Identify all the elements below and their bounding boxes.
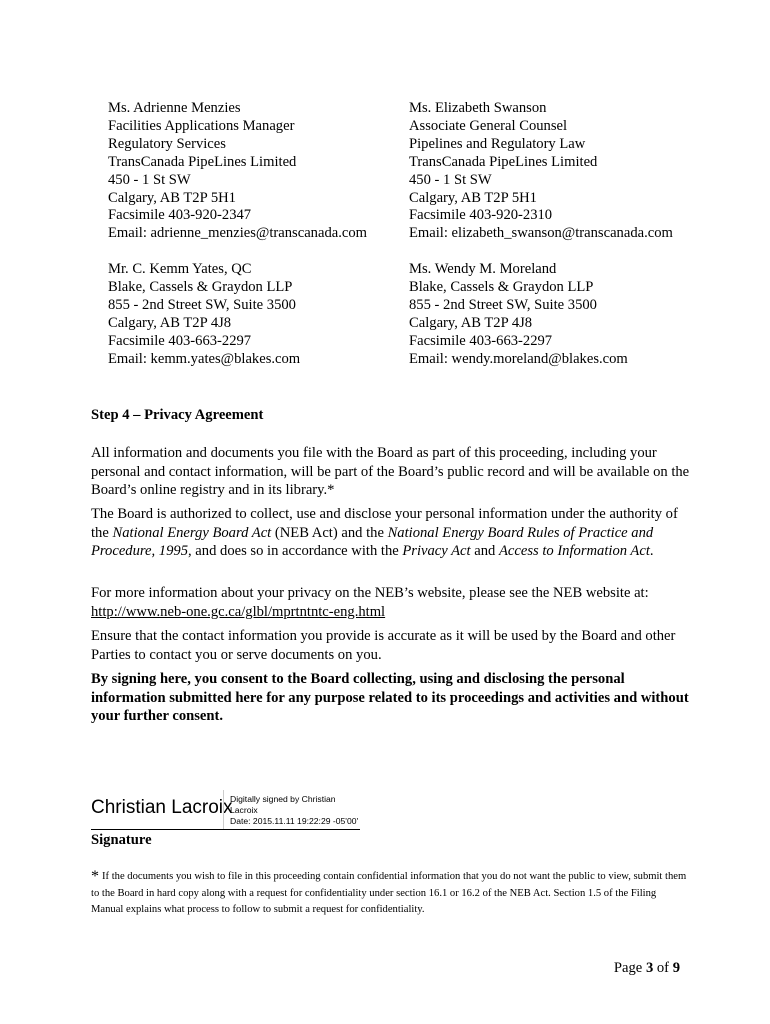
contact-block — [108, 100, 367, 243]
privacy-paragraph-accuracy: Ensure that the contact information you provide is accurate as it will be used by the Board and other Parties to contact you or serve documents on you. — [91, 628, 676, 663]
signature-meta-line: Digitally signed by Christian — [230, 794, 336, 804]
section-heading: Step 4 – Privacy Agreement — [91, 407, 264, 423]
contact-fax: Facsimile 403-663-2297 — [108, 332, 252, 349]
signature-label: Signature — [91, 832, 152, 848]
text-span: . — [649, 543, 654, 559]
contact-title: Associate General Counsel — [409, 117, 568, 134]
signature-line — [91, 829, 360, 830]
contact-title: Facilities Applications Manager — [108, 117, 295, 134]
page-of: of — [653, 960, 673, 976]
text-span: The Board is authorized to collect, use and disclose your personal information under the authority of the — [91, 506, 678, 541]
contact-address: 855 - 2nd Street SW, Suite 3500 — [409, 296, 597, 313]
contact-org: TransCanada PipeLines Limited — [108, 153, 297, 170]
contact-block — [409, 100, 673, 243]
page-number — [614, 960, 680, 977]
contact-name: Mr. C. Kemm Yates, QC — [108, 261, 252, 277]
signature-name: Christian Lacroix — [91, 797, 233, 818]
page-prefix: Page — [613, 960, 646, 976]
contact-block — [409, 261, 628, 368]
footnote — [91, 869, 691, 919]
contact-address: 450 - 1 St SW — [409, 171, 492, 188]
text-span: and — [470, 543, 499, 559]
contact-city: Calgary, AB T2P 4J8 — [409, 314, 533, 331]
text-span: , and does so in accordance with the — [188, 543, 403, 559]
contact-fax: Facsimile 403-920-2310 — [409, 207, 553, 224]
contact-email: Email: kemm.yates@blakes.com — [108, 350, 301, 367]
contact-dept: Regulatory Services — [108, 135, 226, 152]
signature-meta-line: Date: 2015.11.11 19:22:29 -05'00' — [230, 816, 359, 826]
consent-statement: By signing here, you consent to the Board collecting, using and disclosing the personal information submitted here for any purpose related to its proceedings and activities and without your further consent. — [91, 671, 689, 724]
neb-privacy-link[interactable]: http://www.neb-one.gc.ca/glbl/mprtntntc-eng.html — [91, 603, 386, 620]
contact-dept: Pipelines and Regulatory Law — [409, 135, 586, 152]
contact-email: Email: adrienne_menzies@transcanada.com — [108, 225, 367, 242]
privacy-paragraph-authority — [91, 505, 691, 561]
privacy-paragraph-record: All information and documents you file with the Board as part of this proceeding, including your personal and contact information, will be part of the Board’s public record and will be available on the Board’s online registry and in its library.* — [91, 445, 690, 498]
contact-name: Ms. Wendy M. Moreland — [409, 261, 557, 277]
contact-name: Ms. Adrienne Menzies — [108, 100, 241, 116]
contact-block — [108, 261, 300, 368]
contact-email: Email: elizabeth_swanson@transcanada.com — [409, 225, 673, 242]
text-span: (NEB Act) and the — [271, 524, 388, 541]
act-title: Privacy Act — [402, 543, 471, 559]
privacy-paragraph-website — [91, 584, 691, 621]
contact-fax: Facsimile 403-663-2297 — [409, 332, 553, 349]
contact-org: Blake, Cassels & Graydon LLP — [409, 278, 594, 295]
contact-org: Blake, Cassels & Graydon LLP — [108, 278, 293, 295]
contact-city: Calgary, AB T2P 5H1 — [108, 189, 236, 206]
signature-divider — [223, 790, 230, 830]
act-title: Access to Information Act — [498, 543, 650, 559]
digital-signature-info[interactable] — [230, 794, 358, 827]
contact-city: Calgary, AB T2P 4J8 — [108, 314, 232, 331]
footnote-marker: * — [91, 868, 99, 885]
footnote-text: If the documents you wish to file in this proceeding contain confidential information that you do not want the public to view, submit them to the Board in hard copy along with a request for confidentiality under section 16.1 or 16.2 of the NEB Act. Section 1.5 of the Filing Manual explains what process to follow to submit a request for confidentiality. — [91, 871, 687, 915]
website-text: For more information about your privacy on the NEB’s website, please see the NEB website at: — [91, 585, 649, 601]
signature-meta-line: Lacroix — [230, 805, 258, 815]
act-title: National Energy Board Act — [112, 524, 272, 541]
contact-email: Email: wendy.moreland@blakes.com — [409, 350, 628, 367]
contact-name: Ms. Elizabeth Swanson — [409, 100, 547, 116]
contact-address: 450 - 1 St SW — [108, 171, 191, 188]
act-title: National Energy Board Rules of Practice and Procedure, 1995 — [91, 524, 654, 559]
contact-address: 855 - 2nd Street SW, Suite 3500 — [108, 296, 296, 313]
page-current: 3 — [645, 960, 654, 976]
contact-org: TransCanada PipeLines Limited — [409, 153, 598, 170]
contact-city: Calgary, AB T2P 5H1 — [409, 189, 537, 206]
page-total: 9 — [672, 960, 680, 976]
contact-fax: Facsimile 403-920-2347 — [108, 207, 252, 224]
